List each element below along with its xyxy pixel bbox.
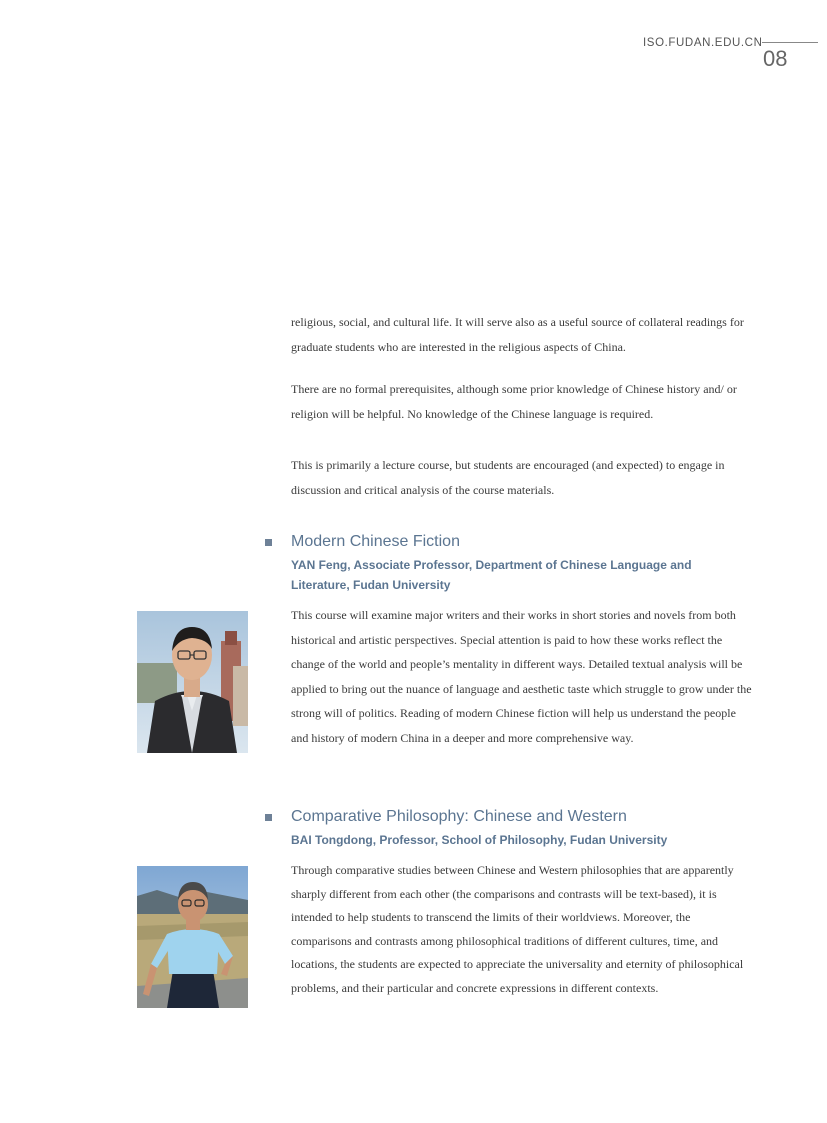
header-divider xyxy=(762,42,818,43)
instructor-photo-yan-feng xyxy=(137,611,248,753)
course-instructor: BAI Tongdong, Professor, School of Philosophy, Fudan University xyxy=(291,833,668,847)
intro-paragraph-2: There are no formal prerequisites, although some prior knowledge of Chinese history and/ or religion will be helpful. No knowledge of the Chinese language is required. xyxy=(291,382,737,421)
section-bullet-icon xyxy=(265,539,272,546)
intro-paragraph-3: This is primarily a lecture course, but students are encouraged (and expected) to engage in discussion and critical analysis of the course materials. xyxy=(291,458,725,497)
course-title-comparative-philosophy: Comparative Philosophy: Chinese and Western xyxy=(291,808,627,825)
instructor-photo-bai-tongdong xyxy=(137,866,248,1008)
site-url: ISO.FUDAN.EDU.CN xyxy=(643,37,763,49)
intro-paragraph-1: religious, social, and cultural life. It will serve also as a useful source of collateral readings for graduate students who are interested in the religious aspects of China. xyxy=(291,315,744,354)
page-number: 08 xyxy=(763,46,788,71)
course-description: Through comparative studies between Chinese and Western philosophies that are apparently sharply different from each other (the comparisons and contrasts will be text-based), it is intended to help students to transcend the limits of their worldviews. Moreover, the comparisons and contrasts among philosophical traditions of different cultures, time, and locations, the students are expected to appreciate the universality and eternity of philosophical problems, and their particular and concrete expressions in different contexts. xyxy=(291,863,744,995)
course-description: This course will examine major writers and their works in short stories and novels from both historical and artistic perspectives. Special attention is paid to how these works reflect the change of the world and people’s mentality in different ways. Detailed textual analysis will be applied to bring out the nuance of language and aesthetic taste which struggle to grow under the strong will of politics. Reading of modern Chinese fiction will help us understand the people and history of modern China in a deeper and more comprehensive way. xyxy=(291,608,752,745)
course-instructor: YAN Feng, Associate Professor, Department of Chinese Language and Literature, Fudan University xyxy=(291,558,692,592)
course-title-modern-chinese-fiction: Modern Chinese Fiction xyxy=(291,533,460,550)
section-bullet-icon xyxy=(265,814,272,821)
